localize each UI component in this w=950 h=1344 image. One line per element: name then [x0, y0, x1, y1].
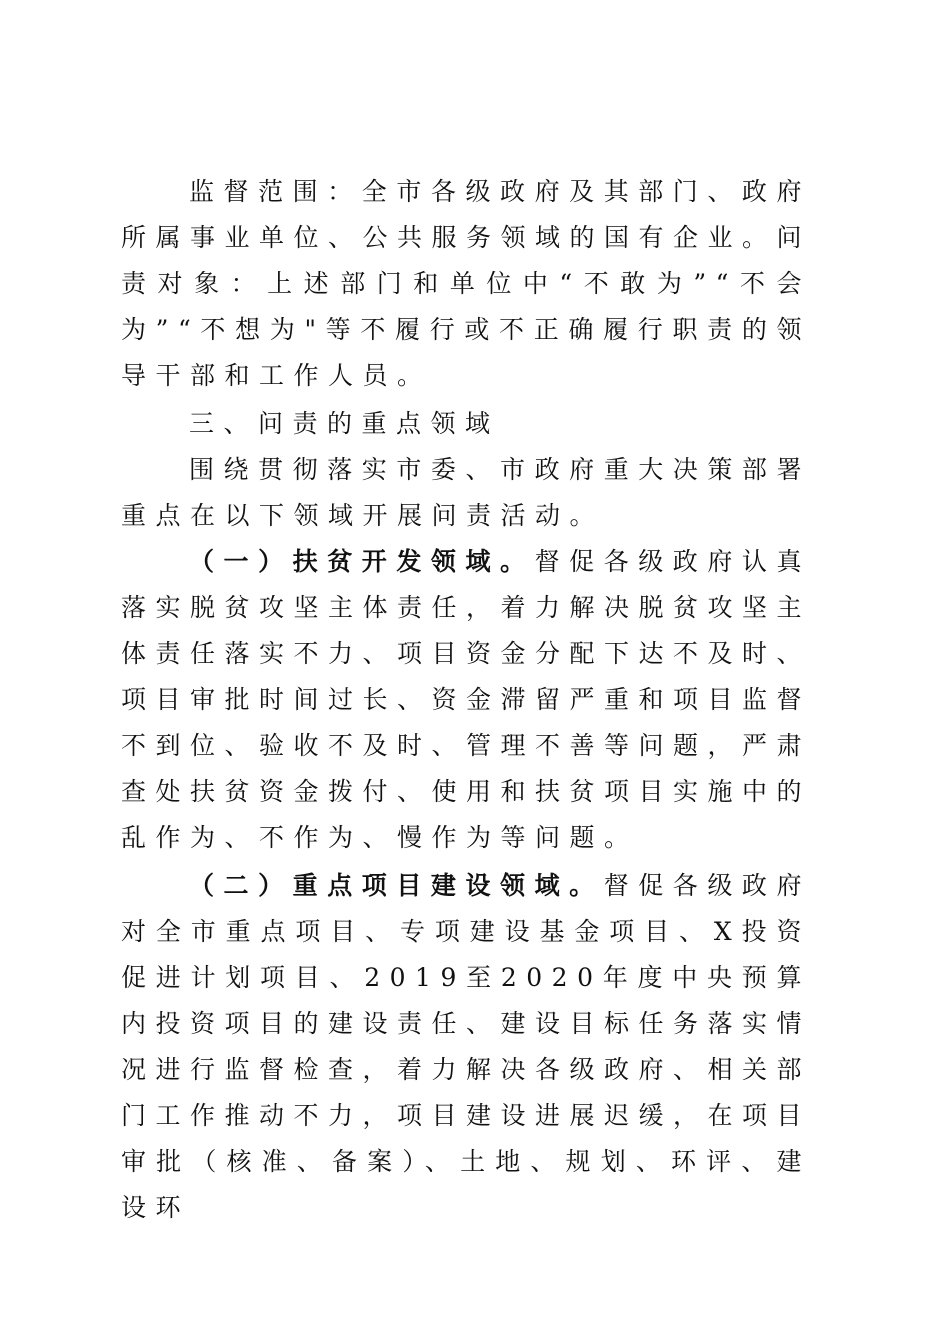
paragraph-intro — [121, 447, 811, 539]
section-heading: 三、问责的重点领域 — [189, 409, 500, 438]
paragraph-key-projects — [121, 863, 811, 1231]
subheading-poverty-alleviation: （一）扶贫开发领域。 — [189, 547, 535, 576]
paragraph-key-projects-text: 督促各级政府对全市重点项目、专项建设基金项目、X投资促进计划项目、2019至2020年度中央预算内投资项目的建设责任、建设目标任务落实情况进行监督检查，着力解决各级政府、相关部门工作推动不力，项目建设进展迟缓，在项目审批（核准、备案）、土地、规划、环评、建设环 — [121, 871, 812, 1222]
subheading-key-projects: （二）重点项目建设领域。 — [189, 871, 604, 900]
paragraph-scope — [121, 169, 811, 399]
paragraph-intro-text: 围绕贯彻落实市委、市政府重大决策部署重点在以下领域开展问责活动。 — [121, 455, 811, 530]
paragraph-scope-text: 监督范围：全市各级政府及其部门、政府所属事业单位、公共服务领域的国有企业。问责对象：上述部门和单位中“不敢为”“不会为”“不想为"等不履行或不正确履行职责的领导干部和工作人员。 — [121, 177, 812, 390]
paragraph-poverty-alleviation — [121, 539, 811, 861]
paragraph-poverty-alleviation-text: 督促各级政府认真落实脱贫攻坚主体责任，着力解决脱贫攻坚主体责任落实不力、项目资金分配下达不及时、项目审批时间过长、资金滞留严重和项目监督不到位、验收不及时、管理不善等问题，严肃查处扶贫资金拨付、使用和扶贫项目实施中的乱作为、不作为、慢作为等问题。 — [121, 547, 812, 852]
